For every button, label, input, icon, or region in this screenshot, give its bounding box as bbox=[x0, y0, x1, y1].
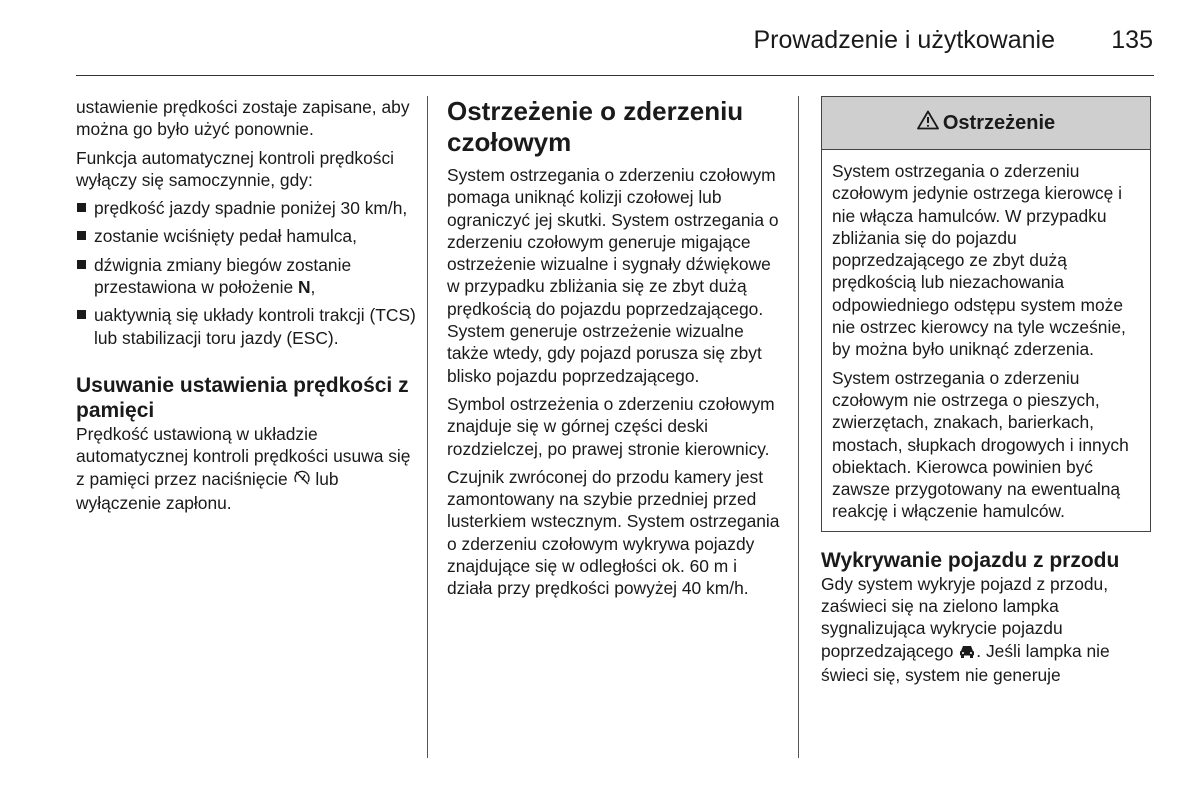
warning-paragraph: System ostrzegania o zderzeniu czołowym nie ostrzega o pieszych, zwierzętach, znakach, barierkach, mostach, słupkach drogowych i innych obiektach. Kierowca powinien być zawsze przygotowany na ewentualną reakcję i włączenie hamulców. bbox=[832, 367, 1129, 522]
cruise-cancel-icon bbox=[293, 469, 311, 492]
condition-list bbox=[76, 197, 416, 349]
paragraph-text-end: . Jeśli lampka nie świeci się, system nie generuje bbox=[821, 640, 1110, 685]
column-2 bbox=[447, 96, 787, 606]
bullet-icon bbox=[77, 310, 86, 319]
column-divider-1 bbox=[427, 96, 428, 758]
list-item-text: prędkość jazdy spadnie poniżej 30 km/h, bbox=[94, 198, 408, 219]
warning-header bbox=[822, 97, 1150, 150]
column-3 bbox=[821, 96, 1151, 692]
paragraph-fcw-camera: Czujnik zwróconej do przodu kamery jest zamontowany na szybie przedniej przed lusterkiem wstecznym. System ostrzegania o zderzeniu czołowym wykrywa pojazdy znajdujące się w odległości ok. 60 m i działa przy prędkości powyżej 40 km/h. bbox=[447, 466, 780, 599]
section-heading: Ostrzeżenie o zderzeniu czołowym bbox=[447, 96, 744, 157]
paragraph-fcw-symbol: Symbol ostrzeżenia o zderzeniu czołowym znajduje się w górnej części deski rozdzielczej, po prawej stronie kierownicy. bbox=[447, 393, 775, 459]
list-item bbox=[76, 304, 416, 349]
warning-title: Ostrzeżenie bbox=[942, 111, 1056, 134]
gear-position-label: N bbox=[297, 277, 311, 298]
section-subheading: Usuwanie ustawienia prędkości z pamięci bbox=[76, 373, 409, 422]
column-1 bbox=[76, 96, 416, 520]
column-divider-2 bbox=[798, 96, 799, 758]
warning-box bbox=[821, 96, 1151, 532]
paragraph-text: Gdy system wykryje pojazd z przodu, zaświeci się na zielono lampka sygnalizująca wykrycie pojazdu poprzedzającego bbox=[821, 573, 1109, 661]
paragraph-fcw-intro: System ostrzegania o zderzeniu czołowym pomaga uniknąć kolizji czołowej lub ograniczyć jej skutki. System ostrzegania o zderzeniu czołowym generuje migające ostrzeżenie wizualne i sygnały dźwiękowe w przypadku zbliżania się ze zbyt dużą prędkością do pojazdu poprzedzającego. System generuje ostrzeżenie wizualne także wtedy, gdy pojazd porusza się zbyt blisko pojazdu poprzedzającego. bbox=[447, 165, 779, 386]
page-number: 135 bbox=[1111, 26, 1153, 54]
paragraph-text-end: lub wyłączenie zapłonu. bbox=[76, 468, 339, 513]
list-item bbox=[76, 254, 416, 299]
paragraph-clear-speed bbox=[76, 423, 416, 514]
list-item-text: zostanie wciśnięty pedał hamulca, bbox=[94, 226, 357, 247]
warning-body bbox=[822, 150, 1150, 531]
list-item-text-end: , bbox=[310, 277, 316, 298]
paragraph-continued: ustawienie prędkości zostaje zapisane, aby można go było użyć ponownie. bbox=[76, 97, 410, 140]
bullet-icon bbox=[77, 260, 86, 269]
warning-paragraph: System ostrzegania o zderzeniu czołowym jedynie ostrzega kierowcę i nie włącza hamulców. W przypadku zbliżania się do pojazdu poprzedzającego ze zbyt dużą prędkością lub niezachowania odpowiedniego odstępu system może nie ostrzec kierowcy na tyle wcześnie, by można było uniknąć zderzenia. bbox=[832, 161, 1126, 360]
warning-triangle-icon bbox=[917, 110, 943, 135]
paragraph-vehicle-ahead bbox=[821, 573, 1151, 686]
paragraph-auto-off: Funkcja automatycznej kontroli prędkości wyłączy się samoczynnie, gdy: bbox=[76, 147, 395, 190]
bullet-icon bbox=[77, 203, 86, 212]
bullet-icon bbox=[77, 231, 86, 240]
list-item bbox=[76, 197, 416, 219]
section-subheading: Wykrywanie pojazdu z przodu bbox=[821, 548, 1120, 572]
list-item bbox=[76, 225, 416, 247]
vehicle-ahead-icon bbox=[958, 642, 976, 664]
running-header-title: Prowadzenie i użytkowanie bbox=[753, 26, 1055, 54]
list-item-text: uaktywnią się układy kontroli trakcji (TCS) lub stabilizacji toru jazdy (ESC). bbox=[94, 305, 416, 348]
list-item-text: dźwignia zmiany biegów zostanie przestawiona w położenie bbox=[94, 254, 352, 298]
header-rule bbox=[76, 75, 1154, 76]
paragraph-text: Prędkość ustawioną w układzie automatycznej kontroli prędkości usuwa się z pamięci przez naciśnięcie bbox=[76, 423, 411, 489]
